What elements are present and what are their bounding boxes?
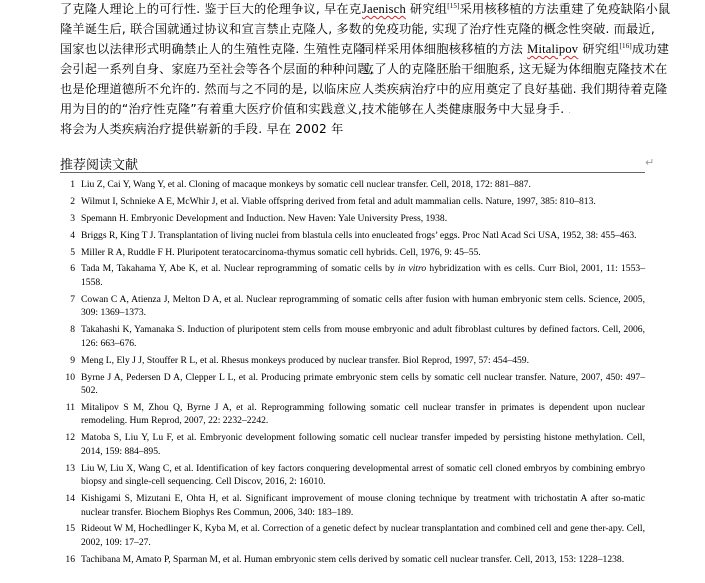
body-text: 同样采用体细胞核移植的方法 [362, 42, 524, 56]
body-text: 技术能够在人类健康服务中大显身手. [362, 102, 565, 116]
reference-text: Meng L, Ely J J, Stouffer R L, et al. Rhesus monkeys produced by nuclear transfer. Biol Reprod, 1997, 57: 454–459. [81, 354, 529, 366]
reference-item [60, 229, 645, 243]
reference-item [60, 431, 645, 458]
section-heading: 推荐阅读文献 [60, 158, 139, 173]
body-line [362, 0, 671, 19]
reference-number: 7 [70, 293, 75, 305]
reference-item [60, 323, 645, 350]
reference-number: 15 [65, 523, 75, 535]
reference-number: 10 [65, 371, 75, 383]
reference-text: Liu Z, Cai Y, Wang Y, et al. Cloning of macaque monkeys by somatic cell nuclear transfer. Cell, 2018, 172: 881–887. [81, 179, 531, 190]
reference-number: 4 [70, 229, 75, 241]
reference-text: Takahashi K, Yamanaka S. Induction of pluripotent stem cells from mouse embryonic and adult fibroblast cultures by defined factors. Cell, 2006, 126: 663–676. [81, 324, 645, 349]
body-line: 隆羊诞生后, 联合国就通过协议和宣言禁止克隆人, 多数 [60, 22, 362, 36]
reference-text: Liu W, Liu X, Wang C, et al. Identification of key factors conquering developmental arrest of somatic cell cloned embryos by combining embryo biopsy and single-cell sequencing. Cell Discov, 2016, 2: 16010. [81, 462, 645, 488]
reference-number: 6 [70, 263, 75, 275]
reference-item [60, 354, 645, 368]
paragraph-return-icon: ↵ [645, 156, 655, 169]
reference-text: hybridization with es cells. Curr Biol, 2001, 11: 1553–1558. [81, 263, 645, 288]
reference-item [60, 195, 645, 209]
body-line: 国家也以法律形式明确禁止人的生殖性克隆. 生殖性克隆 [60, 42, 366, 56]
body-line: 立了人的克隆胚胎干细胞系, 这无疑为体细胞克隆技术在 [362, 62, 668, 76]
body-line [362, 39, 670, 59]
reference-item [60, 492, 645, 519]
author-name-jaenisch: Jaenisch [362, 2, 406, 16]
body-line: 人类疾病治疗中的应用奠定了良好基础. 我们期待着克隆 [362, 82, 668, 96]
author-name-mitalipov: Mitalipov [527, 42, 579, 56]
reference-text: Mitalipov S M, Zhou Q, Byrne J A, et al. Reprogramming following somatic cell nuclear transfer in primates is dependent upon nuclear remodeling. Hum Reprod, 2007, 22: 2232–2242. [81, 401, 645, 427]
reference-number: 5 [70, 246, 75, 258]
reference-number: 1 [70, 179, 75, 190]
reference-text: Tachibana M, Amato P, Sparman M, et al. Human embryonic stem cells derived by somatic cell nuclear transfer. Cell, 2013, 153: 1228–1238. [81, 553, 625, 565]
reference-item [60, 212, 645, 226]
reference-text: Cowan C A, Atienza J, Melton D A, et al. Nuclear reprogramming of somatic cells after fusion with human embryonic stem cells. Science, 2005, 309: 1369–1373. [81, 293, 645, 319]
body-right-column [362, 0, 671, 121]
reference-italic-term: in vitro [397, 263, 427, 275]
reference-item [60, 293, 645, 320]
citation-15[interactable]: [15] [447, 1, 460, 10]
body-line: 将会为人类疾病治疗提供崭新的手段. 早在 2002 年 [60, 122, 344, 136]
reference-text: Wilmut I, Schnieke A E, McWhir J, et al. Viable offspring derived from fetal and adult mammalian cells. Nature, 1997, 385: 810–813. [81, 195, 596, 207]
reference-number: 12 [65, 432, 75, 444]
reference-number: 9 [70, 354, 75, 366]
reference-number: 13 [65, 462, 75, 474]
reference-item [60, 262, 645, 289]
reference-item [60, 553, 645, 567]
body-text: 采用核移植的方法重建了免疫缺陷小鼠 [459, 2, 671, 16]
body-text: 成功建 [631, 42, 670, 56]
reference-number: 16 [65, 553, 75, 565]
body-left-column [60, 0, 374, 139]
section-heading-row [60, 154, 645, 173]
body-line: 会引起一系列自身、家庭乃至社会等各个层面的种种问题, [60, 62, 374, 76]
reference-item [60, 178, 645, 192]
reference-item [60, 371, 645, 398]
reference-text: Spemann H. Embryonic Development and Induction. New Haven: Yale University Press, 1938. [81, 212, 448, 224]
reference-item [60, 522, 645, 549]
reference-text: Byrne J A, Pedersen D A, Clepper L L, et al. Producing primate embryonic stem cells by somatic cell nuclear transfer. Nature, 2007, 450: 497–502. [81, 371, 645, 397]
reference-number: 8 [70, 324, 75, 336]
reference-item [60, 462, 645, 489]
research-group-text: 研究组 [582, 42, 620, 56]
paragraph-end-mark: . [568, 106, 572, 115]
body-line: 用为目的的“治疗性克隆”有着重大医疗价值和实践意义, [60, 102, 363, 116]
reference-item [60, 246, 645, 260]
reference-item [60, 401, 645, 428]
reference-number: 2 [70, 195, 75, 207]
body-line [362, 99, 644, 121]
reference-text: Rideout W M, Hochedlinger K, Kyba M, et al. Correction of a genetic defect by nuclear transplantation and combined cell and gene ther-apy. Cell, 2002, 109: 17–27. [81, 523, 645, 548]
body-line: 了克隆人理论上的可行性. 鉴于巨大的伦理争议, 早在克 [60, 2, 362, 16]
body-line: 也是伦理道德所不允许的. 然而与之不同的是, 以临床应 [60, 82, 362, 96]
citation-16[interactable]: [16] [619, 41, 632, 50]
body-line: 的免疫功能, 实现了治疗性克隆的概念性突破. 而最近, [362, 22, 655, 36]
research-group-text: 研究组 [410, 2, 448, 16]
reference-text: Briggs R, King T J. Transplantation of living nuclei from blastula cells into enucleated frogs’ eggs. Proc Natl Acad Sci USA, 1952, 38: 455–463. [81, 229, 637, 241]
reference-number: 3 [70, 212, 75, 224]
reference-text: Tada M, Takahama Y, Abe K, et al. Nuclear reprogramming of somatic cells by [81, 263, 398, 275]
reference-text: Kishigami S, Mizutani E, Ohta H, et al. Significant improvement of mouse cloning technique by treatment with trichostatin A after so-matic nuclear transfer. Biochem Biophys Res Commun, 2006, 340: 183–189. [81, 493, 645, 518]
reference-number: 14 [65, 493, 75, 505]
reference-text: Miller R A, Ruddle F H. Pluripotent teratocarcinoma-thymus somatic cell hybrids. Cell, 1976, 9: 45–55. [81, 246, 481, 258]
reference-text: Matoba S, Liu Y, Lu F, et al. Embryonic development following somatic cell nuclear transfer impeded by persisting histone methylation. Cell, 2014, 159: 884–895. [81, 432, 645, 457]
reference-list [60, 178, 645, 570]
reference-number: 11 [65, 401, 75, 413]
